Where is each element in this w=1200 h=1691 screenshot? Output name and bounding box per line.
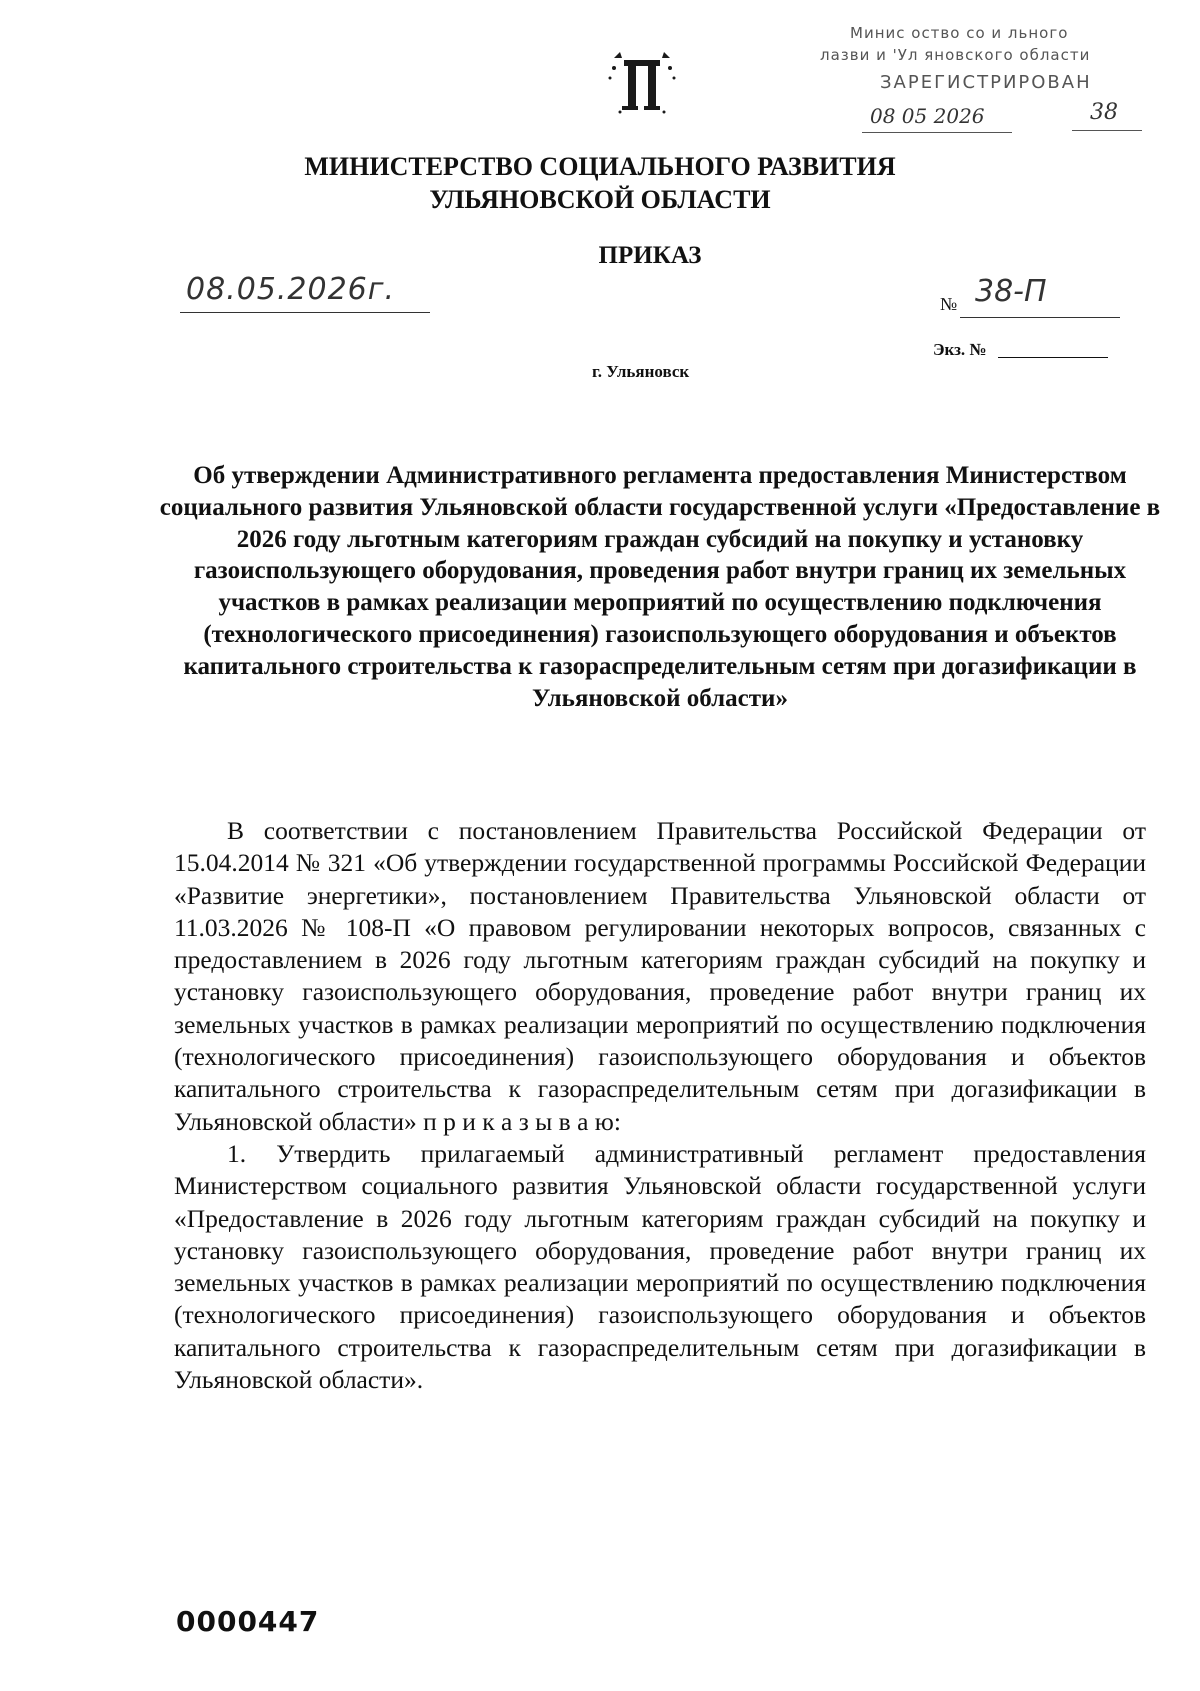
stamp-number-underline [1072,130,1142,131]
stamp-reg-date: 08 05 2026 [870,104,985,128]
order-title: ПРИКАЗ [598,242,702,269]
stamp-date-underline [862,132,1012,133]
number-underline [960,317,1120,318]
order-subject: Об утверждении Административного регламента предоставления Министерством социального развития Ульяновской области государственной услуги «Предоставление в 2026 году льготным категориям граждан субсидий на покупку и установку газоиспользующего оборудования, проведения работ внутри границ их земельных участков в рамках реализации мероприятий по осуществлению подключения (технологического присоединения) газоиспользующего оборудования и объектов капитального строительства к газораспределительным сетям при догазификации в Ульяновской области» [159,462,1161,712]
stamp-line-2: лазви и 'Ул яновского области [820,46,1091,64]
ministry-line-2: УЛЬЯНОВСКОЙ ОБЛАСТИ [429,185,771,214]
order-body [174,815,1146,1396]
stamp-reg-number: 38 [1090,100,1118,125]
order-number: 38-П [975,274,1047,309]
ministry-name [0,150,1200,216]
stamp-registered: ЗАРЕГИСТРИРОВАН [880,72,1092,93]
city: г. Ульяновск [592,362,690,381]
order-date: 08.05.2026г. [186,272,396,307]
body-paragraph-item-1: 1. Утвердить прилагаемый административный регламент предоставления Министерством социального развития Ульяновской области государственной услуги «Предоставление в 2026 году льготным категориям граждан субсидий на покупку и установку газоиспользующего оборудования, проведение работ внутри границ их земельных участков в рамках реализации мероприятий по осуществлению подключения (технологического присоединения) газоиспользующего оборудования и объектов капитального строительства к газораспределительным сетям при догазификации в Ульяновской области». [174,1138,1146,1395]
document-serial-number: 0000447 [176,1605,320,1638]
ministry-line-1: МИНИСТЕРСТВО СОЦИАЛЬНОГО РАЗВИТИЯ [304,152,896,181]
number-sign: № [940,294,958,314]
date-underline [180,312,430,313]
copy-number-underline [998,357,1108,358]
stamp-line-1: Минис оство со и льного [850,24,1069,42]
coat-of-arms-emblem [600,50,684,122]
body-paragraph-preamble: В соответствии с постановлением Правительства Российской Федерации от 15.04.2014 № 321 «Об утверждении государственной программы Российской Федерации «Развитие энергетики», постановлением Правительства Ульяновской области от 11.03.2026 № 108-П «О правовом регулировании некоторых вопросов, связанных с предоставлением в 2026 году льготным категориям граждан субсидий на покупку и установку газоиспользующего оборудования, проведение работ внутри границ их земельных участков в рамках реализации мероприятий по осуществлению подключения (технологического присоединения) газоиспользующего оборудования и объектов капитального строительства к газораспределительным сетям при догазификации в Ульяновской области» п р и к а з ы в а ю: [174,816,1146,1136]
copy-number-label: Экз. № [933,340,987,359]
registration-stamp [810,24,1170,144]
